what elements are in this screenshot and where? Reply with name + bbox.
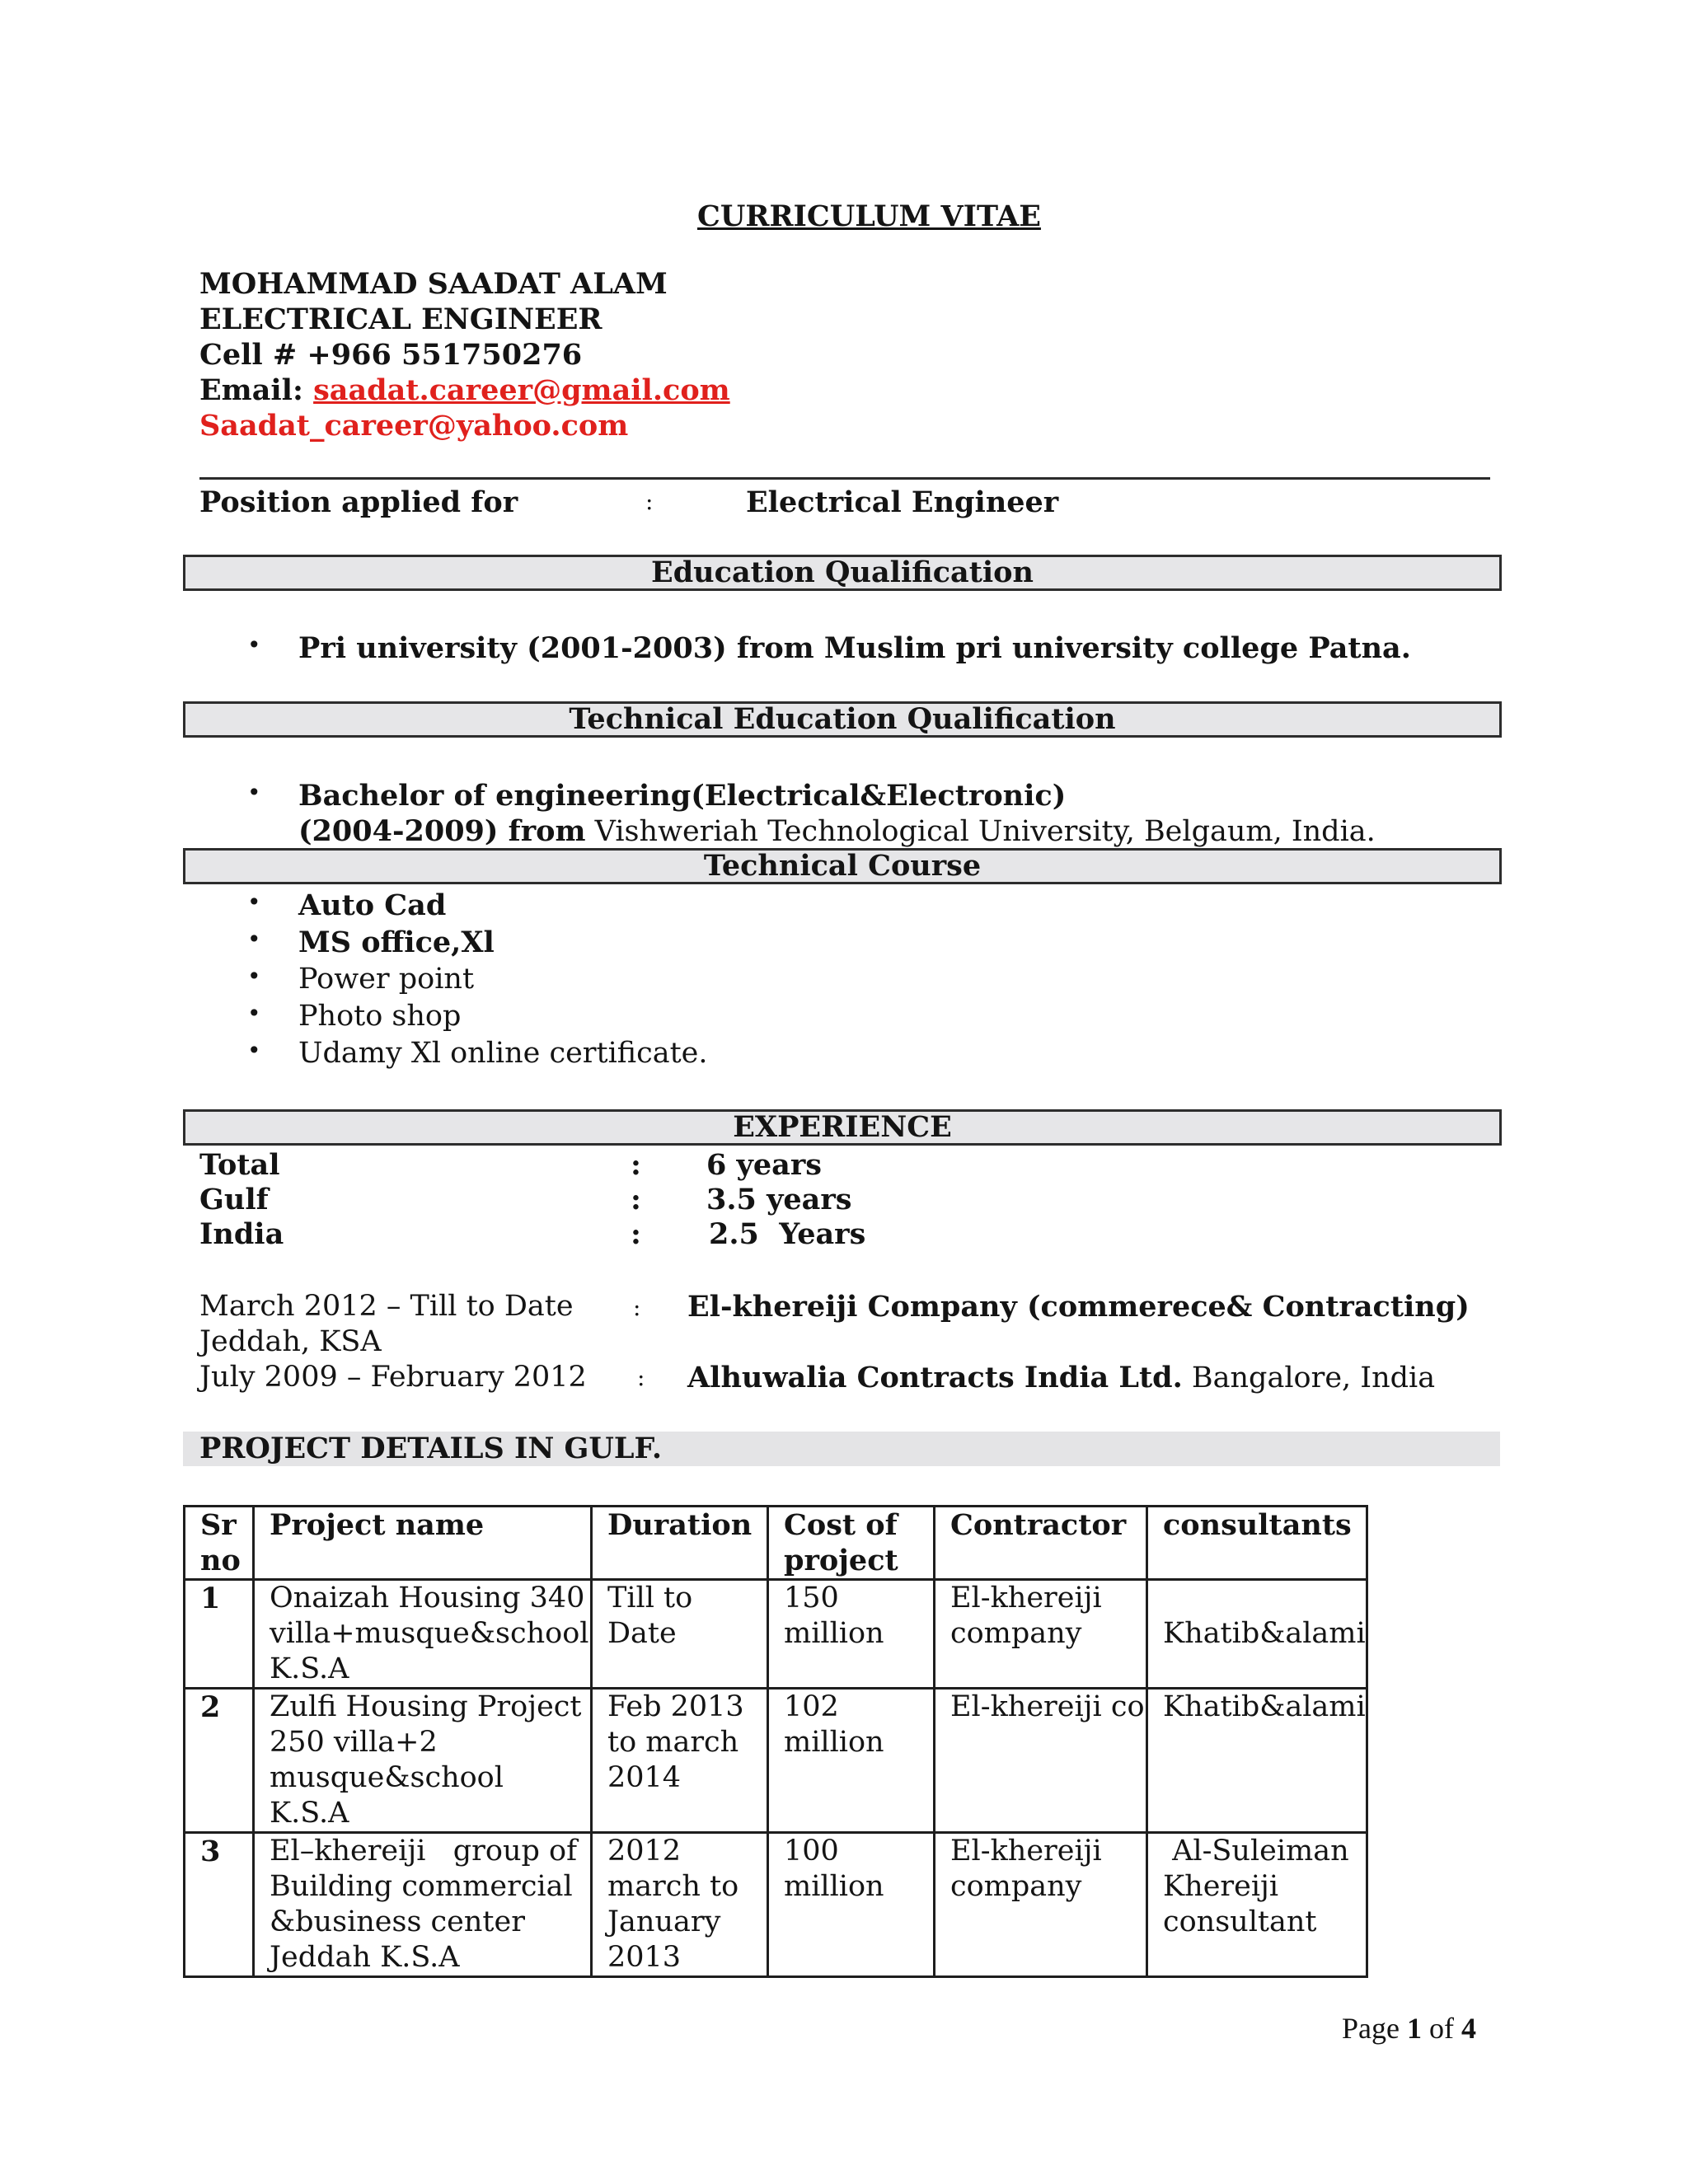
section-projects: PROJECT DETAILS IN GULF.: [199, 1432, 663, 1465]
page-number: 1: [1406, 2012, 1422, 2045]
table-cell: 1: [185, 1580, 254, 1689]
section-technical-education: Technical Education Qualification: [183, 701, 1502, 738]
course-item: Photo shop: [298, 1000, 462, 1033]
employment-company-location: Bangalore, India: [1182, 1361, 1436, 1394]
project-table: [183, 1505, 1368, 1978]
course-item: Auto Cad: [298, 888, 447, 922]
position-colon: :: [645, 488, 654, 515]
table-cell: Onaizah Housing 340 villa+musque&school K.S.A: [254, 1580, 592, 1689]
table-cell: El-khereiji company: [935, 1580, 1147, 1689]
table-cell: Feb 2013 to march 2014: [592, 1689, 768, 1833]
bullet-icon: •: [247, 631, 261, 658]
course-item: Udamy Xl online certificate.: [298, 1037, 708, 1070]
candidate-name: MOHAMMAD SAADAT ALAM: [199, 267, 668, 301]
table-cell: El–khereiji group of Building commercial &business center Jeddah K.S.A: [254, 1833, 592, 1977]
bullet-icon: •: [247, 779, 261, 806]
page-total: 4: [1461, 2012, 1476, 2045]
table-cell: Khatib&alami: [1147, 1689, 1367, 1833]
degree-institution: [298, 814, 1376, 848]
table-row: [185, 1833, 1367, 1977]
bullet-icon: •: [247, 926, 261, 953]
degree-years: (2004-2009) from: [298, 814, 586, 848]
experience-total-label: Total: [199, 1148, 280, 1182]
bullet-icon: •: [247, 1000, 261, 1027]
table-cell: 3: [185, 1833, 254, 1977]
table-header-row: [185, 1507, 1367, 1580]
table-cell: El-khereiji co: [935, 1689, 1147, 1833]
position-value: Electrical Engineer: [746, 485, 1059, 519]
table-cell: Al-Suleiman Khereiji consultant: [1147, 1833, 1367, 1977]
experience-colon: :: [631, 1183, 641, 1216]
bullet-icon: •: [247, 963, 261, 990]
header-divider: [199, 477, 1490, 480]
section-experience: EXPERIENCE: [183, 1109, 1502, 1146]
table-cell: 150 million: [768, 1580, 935, 1689]
candidate-role: ELECTRICAL ENGINEER: [199, 302, 603, 336]
column-header: Project name: [254, 1507, 592, 1580]
column-header: consultants: [1147, 1507, 1367, 1580]
employment-colon: :: [633, 1294, 641, 1321]
experience-gulf-value: 3.5 years: [706, 1183, 852, 1216]
experience-india-label: India: [199, 1217, 284, 1251]
degree-university: Vishweriah Technological University, Belgaum, India.: [585, 815, 1376, 848]
experience-india-value: 2.5 Years: [709, 1217, 866, 1251]
email-link-secondary[interactable]: Saadat_career@yahoo.com: [199, 409, 629, 443]
email-line: [199, 373, 730, 408]
degree-line: Bachelor of engineering(Electrical&Electronic): [298, 779, 1067, 813]
document-title: CURRICULUM VITAE: [697, 199, 1041, 233]
column-header: Duration: [592, 1507, 768, 1580]
email-link-primary[interactable]: saadat.career@gmail.com: [313, 373, 730, 407]
table-cell: Till to Date: [592, 1580, 768, 1689]
employment-company-line: [687, 1361, 1435, 1394]
column-header: Contractor: [935, 1507, 1147, 1580]
bullet-icon: •: [247, 1037, 261, 1064]
course-item: Power point: [298, 963, 475, 996]
section-education: Education Qualification: [183, 555, 1502, 591]
table-cell: Zulfi Housing Project 250 villa+2 musque&school K.S.A: [254, 1689, 592, 1833]
course-item: MS office,Xl: [298, 926, 495, 959]
page-indicator: [1342, 2011, 1476, 2046]
table-cell: 2: [185, 1689, 254, 1833]
employment-company: El-khereiji Company (commerece& Contracting): [687, 1290, 1470, 1324]
table-cell: 2012 march to January 2013: [592, 1833, 768, 1977]
section-technical-course: Technical Course: [183, 848, 1502, 884]
experience-gulf-label: Gulf: [199, 1183, 269, 1216]
page-word: Page: [1342, 2012, 1407, 2045]
table-cell: Khatib&alami: [1147, 1580, 1367, 1689]
column-header: Sr no: [185, 1507, 254, 1580]
table-cell: 102 million: [768, 1689, 935, 1833]
experience-total-value: 6 years: [706, 1148, 822, 1182]
position-label: Position applied for: [199, 485, 518, 519]
table-cell: El-khereiji company: [935, 1833, 1147, 1977]
email-label: Email:: [199, 373, 314, 407]
employment-location: Jeddah, KSA: [199, 1325, 382, 1358]
education-item: Pri university (2001-2003) from Muslim pri university college Patna.: [298, 631, 1411, 665]
employment-colon: :: [637, 1364, 645, 1391]
page-of: of: [1421, 2012, 1461, 2045]
cell-number: Cell # +966 551750276: [199, 338, 583, 372]
experience-colon: :: [631, 1217, 641, 1251]
table-row: [185, 1580, 1367, 1689]
table-row: [185, 1689, 1367, 1833]
column-header: Cost of project: [768, 1507, 935, 1580]
bullet-icon: •: [247, 888, 261, 916]
employment-period: March 2012 – Till to Date: [199, 1290, 574, 1323]
employment-company: Alhuwalia Contracts India Ltd.: [687, 1361, 1183, 1394]
experience-colon: :: [631, 1148, 641, 1182]
employment-period: July 2009 – February 2012: [199, 1361, 587, 1394]
table-cell: 100 million: [768, 1833, 935, 1977]
